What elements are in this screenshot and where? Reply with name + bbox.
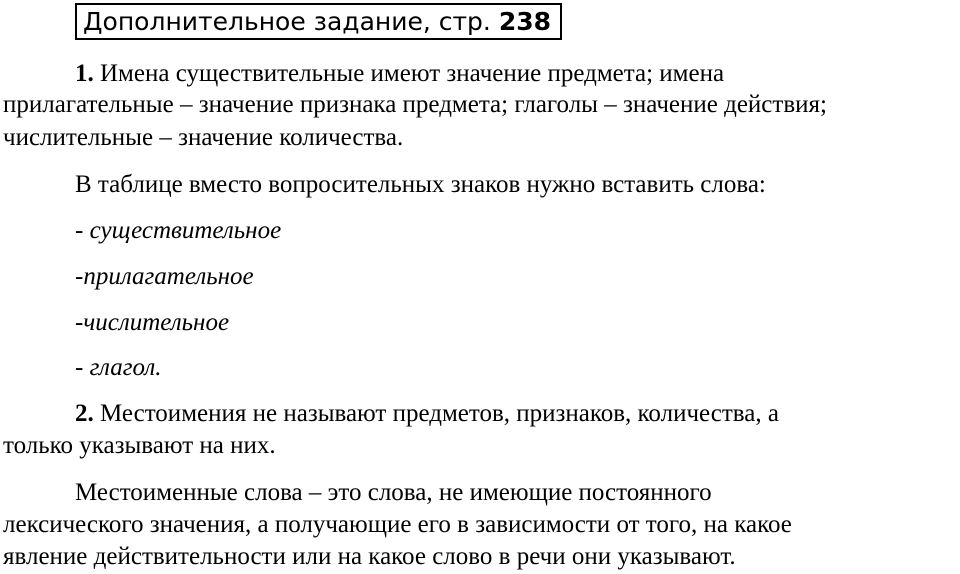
section-2-paragraph-1-line-2: только указывают на них. [3,432,276,459]
section-2-paragraph-2-line-1: Местоименные слова – это слова, не имеющие постоянного [75,479,712,506]
header-page-number: 238 [498,7,552,36]
section-2-number: 2. [75,400,94,427]
answer-list-item: - глагол. [75,354,162,381]
section-2-paragraph-2-line-3: явление действительности или на какое слово в речи они указывают. [3,543,736,570]
answer-list-item: -числительное [75,309,230,336]
section-1-paragraph-1-line-2: прилагательные – значение признака предмета; глаголы – значение действия; [3,91,827,118]
section-1-paragraph-1-line-1 [75,59,724,89]
section-1-number: 1. [75,60,94,87]
answer-list-item: -прилагательное [75,263,254,290]
section-2-paragraph-1-line-1 [75,399,779,429]
section-1-text: Имена существительные имеют значение предмета; имена [100,60,725,87]
answer-list-item: - существительное [75,217,282,244]
assignment-header [75,3,562,40]
section-1-paragraph-1-line-3: числительные – значение количества. [3,124,404,151]
section-2-text: Местоимения не называют предметов, признаков, количества, а [100,400,779,427]
section-1-paragraph-2: В таблице вместо вопросительных знаков нужно вставить слова: [75,171,766,198]
section-2-paragraph-2-line-2: лексического значения, а получающие его в зависимости от того, на какое [3,511,792,538]
header-label: Дополнительное задание, стр. [83,7,491,36]
